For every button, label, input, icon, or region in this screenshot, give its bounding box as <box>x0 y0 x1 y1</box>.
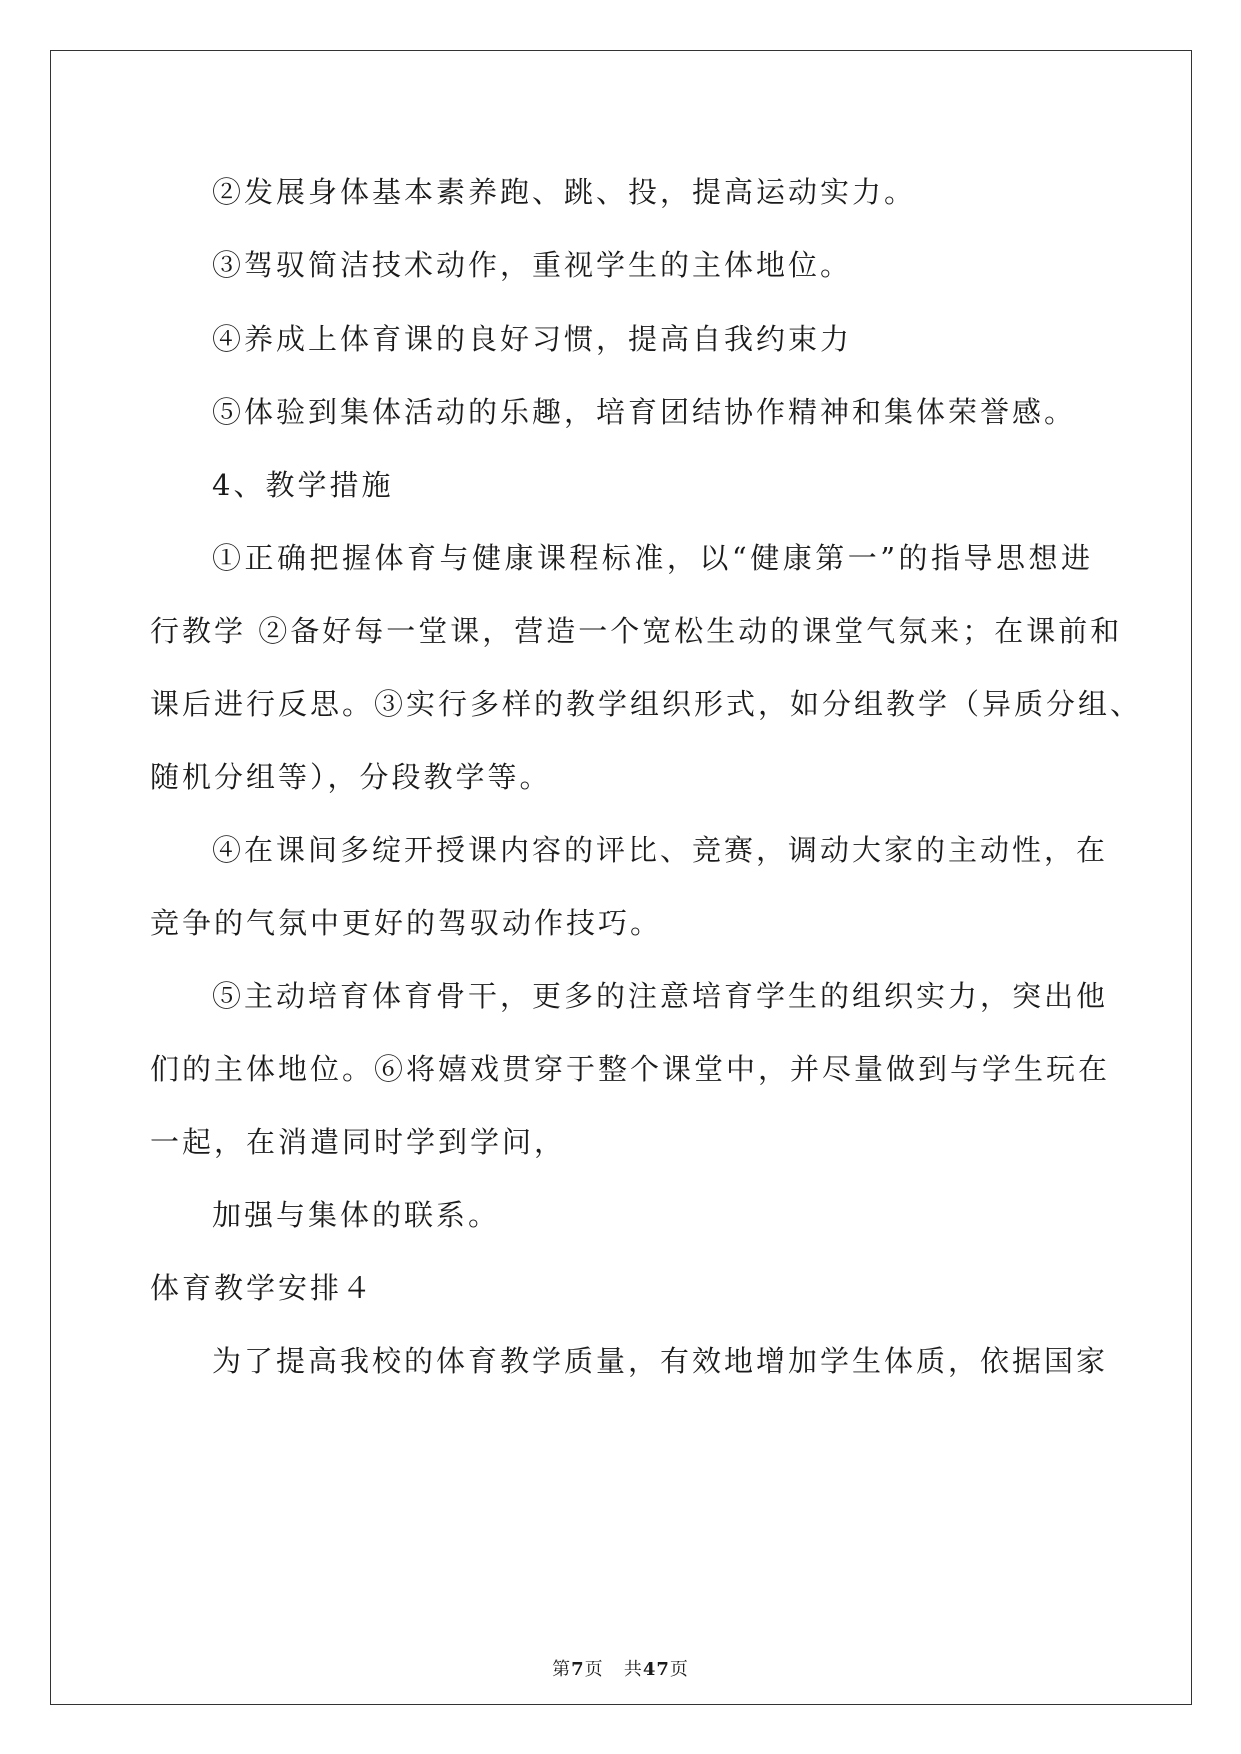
footer-total-suffix: 页 <box>669 1659 689 1680</box>
current-page-number: 7 <box>571 1659 585 1680</box>
paragraph-line: ②发展身体基本素养跑、跳、投，提高运动实力。 <box>212 175 917 209</box>
total-pages-number: 47 <box>642 1659 670 1680</box>
page-footer <box>0 1658 1241 1682</box>
paragraph-line: 一起，在消遣同时学到学问， <box>150 1125 567 1159</box>
paragraph-line: 竞争的气氛中更好的驾驭动作技巧。 <box>150 906 663 940</box>
section-heading: 4、教学措施 <box>212 468 394 502</box>
paragraph-line: ⑤体验到集体活动的乐趣，培育团结协作精神和集体荣誉感。 <box>212 395 1077 429</box>
paragraph-line: 随机分组等），分段教学等。 <box>150 760 552 794</box>
paragraph-line: 为了提高我校的体育教学质量，有效地增加学生体质，依据国家 <box>212 1344 1109 1378</box>
paragraph-line: 加强与集体的联系。 <box>212 1198 501 1232</box>
footer-page-suffix: 页 <box>584 1659 604 1680</box>
section-title: 体育教学安排４ <box>150 1271 375 1305</box>
paragraph-line: 们的主体地位。⑥将嬉戏贯穿于整个课堂中，并尽量做到与学生玩在 <box>150 1052 1111 1086</box>
paragraph-line: 课后进行反思。③实行多样的教学组织形式，如分组教学（异质分组、 <box>150 687 1143 721</box>
paragraph-line: ③驾驭简洁技术动作，重视学生的主体地位。 <box>212 248 853 282</box>
paragraph-line: ④在课间多绽开授课内容的评比、竞赛，调动大家的主动性，在 <box>212 833 1109 867</box>
paragraph-line: ①正确把握体育与健康课程标准，以“健康第一”的指导思想进 <box>212 541 1093 575</box>
paragraph-line: ⑤主动培育体育骨干，更多的注意培育学生的组织实力，突出他 <box>212 979 1109 1013</box>
footer-total-prefix: 共 <box>623 1659 643 1680</box>
footer-prefix: 第 <box>552 1659 572 1680</box>
paragraph-line: ④养成上体育课的良好习惯，提高自我约束力 <box>212 322 853 356</box>
paragraph-line: 行教学 ②备好每一堂课，营造一个宽松生动的课堂气氛来；在课前和 <box>150 614 1123 648</box>
page-border <box>50 50 1192 1705</box>
